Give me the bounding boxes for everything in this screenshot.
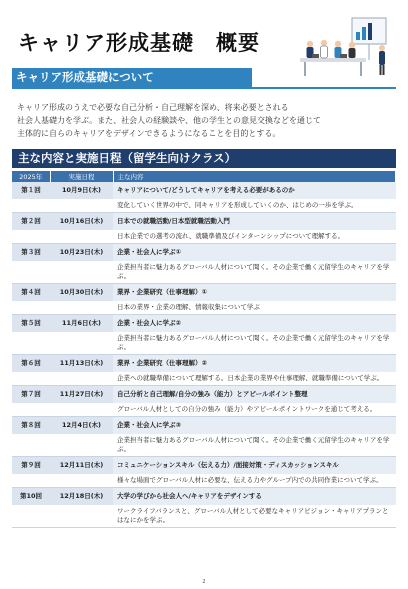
session-topic: 業界・企業研究（仕事理解）① xyxy=(113,284,396,302)
session-number: 第５回 xyxy=(12,315,50,333)
intro-line: キャリア形成のうえで必要な自己分析・自己理解を深め、将来必要とされる xyxy=(17,103,289,112)
detail-spacer xyxy=(50,434,113,457)
page-title: キャリア形成基礎 概要 xyxy=(18,31,260,55)
session-topic: 企業・社会人に学ぶ② xyxy=(113,315,396,333)
session-number: 第８回 xyxy=(12,417,50,435)
intro-line: 社会人基礎力を学ぶ。また、社会人の経験談や、他の学生との意見交換などを通じて xyxy=(17,116,321,125)
session-row xyxy=(12,315,396,333)
session-row xyxy=(12,488,396,506)
session-topic: キャリアについて/どうしてキャリアを考える必要があるのか xyxy=(113,182,396,199)
session-number: 第10回 xyxy=(12,488,50,506)
session-detail-row xyxy=(12,261,396,284)
intro-line: 主体的に自らのキャリアをデザインできるようになることを目的とする。 xyxy=(17,129,281,138)
column-header-content: 主な内容 xyxy=(113,171,396,182)
session-date: 12月4日(木) xyxy=(50,417,113,435)
session-detail-row xyxy=(12,505,396,528)
session-number: 第６回 xyxy=(12,355,50,373)
session-topic: 企業・社会人に学ぶ① xyxy=(113,244,396,262)
session-detail: 日本企業での選考の流れ、就職準備及びインターンシップについて理解する。 xyxy=(113,230,396,244)
schedule-table xyxy=(12,171,396,528)
session-date: 11月27日(木) xyxy=(50,386,113,404)
detail-spacer xyxy=(50,199,113,213)
session-row xyxy=(12,417,396,435)
session-number: 第２回 xyxy=(12,213,50,231)
session-detail-row xyxy=(12,403,396,417)
detail-spacer xyxy=(50,505,113,528)
session-number: 第７回 xyxy=(12,386,50,404)
session-row xyxy=(12,284,396,302)
session-date: 10月9日(木) xyxy=(50,182,113,199)
session-topic: 企業・社会人に学ぶ③ xyxy=(113,417,396,435)
session-number: 第１回 xyxy=(12,182,50,199)
session-row xyxy=(12,213,396,231)
session-topic: 自己分析と自己理解/自分の強み（能力）とアピールポイント整理 xyxy=(113,386,396,404)
session-detail: グローバル人材としての自分の強み（能力）やアピールポイントワークを通じて考える。 xyxy=(113,403,396,417)
intro-paragraph xyxy=(17,101,397,140)
session-detail: 企業への就職準備について理解する。日本企業の業界や仕事理解、就職準備について学ぶ。 xyxy=(113,372,396,386)
session-detail-row xyxy=(12,332,396,355)
detail-spacer xyxy=(12,505,50,528)
session-detail: 企業担当者に魅力あるグローバル人材について聞く。その企業で働く元留学生のキャリアを学ぶ。 xyxy=(113,434,396,457)
detail-spacer xyxy=(12,261,50,284)
session-detail-row xyxy=(12,199,396,213)
session-detail: 企業担当者に魅力あるグローバル人材について聞く。その企業で働く元留学生のキャリアを学ぶ。 xyxy=(113,261,396,284)
session-detail-row xyxy=(12,372,396,386)
session-row xyxy=(12,244,396,262)
session-detail: 様々な場面でグローバル人材に必要な、伝える力やグループ内での共同作業について学ぶ。 xyxy=(113,474,396,488)
section-heading-schedule: 主な内容と実施日程（留学生向けクラス） xyxy=(12,149,396,168)
detail-spacer xyxy=(50,372,113,386)
session-topic: 業界・企業研究（仕事理解）② xyxy=(113,355,396,373)
detail-spacer xyxy=(50,332,113,355)
session-topic: 大学の学びから社会人へ/キャリアをデザインする xyxy=(113,488,396,506)
section-divider xyxy=(12,87,396,89)
session-date: 12月11日(木) xyxy=(50,457,113,475)
session-number: 第４回 xyxy=(12,284,50,302)
column-header-year: 2025年 xyxy=(12,171,50,182)
session-detail-row xyxy=(12,301,396,315)
session-row xyxy=(12,386,396,404)
detail-spacer xyxy=(12,332,50,355)
session-number: 第９回 xyxy=(12,457,50,475)
section-heading-about: キャリア形成基礎について xyxy=(12,68,252,87)
session-date: 10月23日(木) xyxy=(50,244,113,262)
session-detail-row xyxy=(12,434,396,457)
session-detail: 日本の業界・企業の理解、情報収集について学ぶ xyxy=(113,301,396,315)
session-date: 11月6日(木) xyxy=(50,315,113,333)
detail-spacer xyxy=(12,434,50,457)
schedule-header-row xyxy=(12,171,396,182)
column-header-date: 実施日程 xyxy=(50,171,113,182)
page-number: 2 xyxy=(202,579,206,585)
detail-spacer xyxy=(50,474,113,488)
session-detail: ワークライフバランスと、グローバル人材として必要なキャリアビジョン・キャリアプランとはなにかを学ぶ。 xyxy=(113,505,396,528)
detail-spacer xyxy=(12,230,50,244)
session-detail: 変化していく世界の中で、同キャリアを形成していくのか、はじめの一歩を学ぶ。 xyxy=(113,199,396,213)
meeting-people-illustration-icon xyxy=(292,12,390,82)
session-detail-row xyxy=(12,474,396,488)
session-detail: 企業担当者に魅力あるグローバル人材について聞く。その企業で働く元留学生のキャリアを学ぶ。 xyxy=(113,332,396,355)
detail-spacer xyxy=(50,403,113,417)
session-row xyxy=(12,457,396,475)
detail-spacer xyxy=(12,301,50,315)
session-detail-row xyxy=(12,230,396,244)
detail-spacer xyxy=(12,199,50,213)
session-date: 10月30日(木) xyxy=(50,284,113,302)
session-date: 12月18日(木) xyxy=(50,488,113,506)
detail-spacer xyxy=(12,403,50,417)
detail-spacer xyxy=(12,372,50,386)
session-row xyxy=(12,182,396,199)
session-date: 11月13日(木) xyxy=(50,355,113,373)
session-number: 第３回 xyxy=(12,244,50,262)
session-row xyxy=(12,355,396,373)
session-topic: 日本での就職活動/日本型就職活動入門 xyxy=(113,213,396,231)
detail-spacer xyxy=(50,301,113,315)
session-date: 10月16日(木) xyxy=(50,213,113,231)
detail-spacer xyxy=(12,474,50,488)
detail-spacer xyxy=(50,261,113,284)
session-topic: コミュニケーションスキル（伝える力）/面接対策・ディスカッションスキル xyxy=(113,457,396,475)
detail-spacer xyxy=(50,230,113,244)
